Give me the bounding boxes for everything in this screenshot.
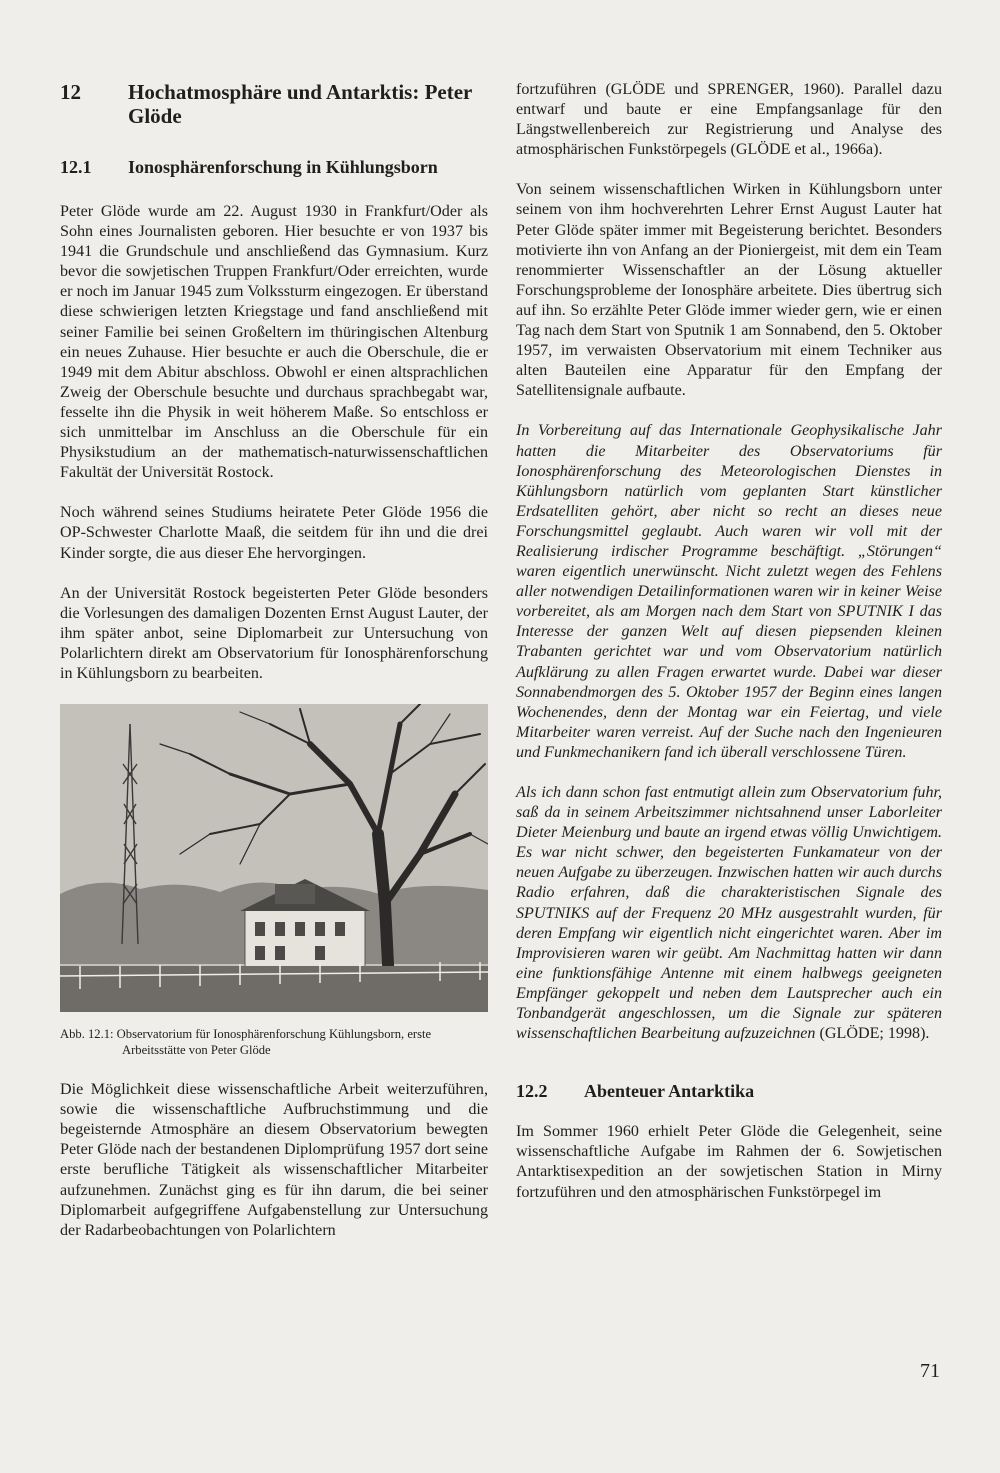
section-title: Abenteuer Antarktika (584, 1081, 755, 1102)
paragraph: Noch während seines Studiums heiratete Peter Glöde 1956 die OP-Schwester Charlotte Maaß, die seitdem für ihn und die drei Kinder sorgte, die aus dieser Ehe hervorgingen. (60, 504, 488, 562)
paragraph: Im Sommer 1960 erhielt Peter Glöde die Gelegenheit, seine wissenschaftliche Aufgabe im Rahmen der 6. Sowjetischen Antarktisexpedition an der sowjetischen Station in Mirny fortzuführen und den atmosphärischen Funkstörpegel im (516, 1123, 942, 1201)
quote-paragraph: In Vorbereitung auf das Internationale Geophysikalische Jahr hatten die Mitarbeiter des Observatoriums für Ionosphärenforschung des Meteorologischen Dienstes in Kühlungsborn natürlich vom geplanten Start künstlicher Erdsatelliten gehört, aber nicht so recht an dieses neue Forschungsmittel geglaubt. Auch waren wir voll mit der Realisierung irdischer Programme beschäftigt. „Störungen“ waren eigentlich unerwünscht. Nicht zuletzt wegen des Fehlens aller notwendigen Detailinformationen waren wir in keiner Weise vorbereitet, als am Morgen nach dem Start von SPUTNIK I das Interesse der ganzen Welt auf diesen piepsenden kleinen Trabanten gerichtet war und vom Observatorium natürlich Aufklärung zu allen Fragen erwartet wurde. Dabei war dieser Sonnabendmorgen des 5. Oktober 1957 der Beginn eines langen Wochenendes, denn der Montag war ein Feiertag, und viele Mitarbeiter waren verreist. Auf der Suche nach den Ingenieuren und Funkmechanikern fand ich überall verschlossene Türen. (516, 422, 942, 761)
paragraph: Von seinem wissenschaftlichen Wirken in Kühlungsborn unter seinem von ihm hochverehrten Lehrer Ernst August Lauter hat Peter Glöde später immer mit Begeisterung berichtet. Besonders motivierte ihn von Anfang an der Pioniergeist, mit dem ein Team renommierter Wissenschaftler an der Lösung aktueller Forschungsprobleme der Ionosphäre arbeitete. Dies übertrug sich auf ihn. So erzählte Peter Glöde immer wieder gern, wie er einen Tag nach dem Start von Sputnik 1 am Sonnabend, den 5. Oktober 1957, im verwaisten Observatorium mit einem Techniker aus alten Bauteilen eine Apparatur für den Empfang der Satellitensignale aufbaute. (516, 181, 942, 400)
section-heading-12-2 (516, 1080, 942, 1102)
chapter-heading (60, 80, 488, 128)
paragraph: Die Möglichkeit diese wissenschaftliche Arbeit weiterzuführen, sowie die wissenschaftliche Aufbruchstimmung und die begeisternde Atmosphäre an diesem Observatorium bewegten Peter Glöde nach der bestandenen Diplomprüfung 1957 dort seine erste berufliche Tätigkeit als wissenschaftlicher Mitarbeiter aufzunehmen. Zunächst ging es für ihn darum, die bei seiner Diplomarbeit aufgegriffene Aufgabenstellung zur Untersuchung der Radarbeobachtungen von Polarlichtern (60, 1081, 488, 1239)
section-title: Ionosphärenforschung in Kühlungsborn (128, 157, 438, 177)
paragraph: fortzuführen (GLÖDE und SPRENGER, 1960). Parallel dazu entwarf und baute er eine Empfangsanlage für den Längstwellenbereich zur Registrierung und Analyse des atmosphärischen Funkstörpegels (GLÖDE et al., 1966a). (516, 81, 942, 159)
section-number: 12.1 (60, 157, 92, 177)
section-heading-12-1 (60, 156, 488, 178)
quote-paragraph-with-citation (516, 783, 942, 1044)
chapter-title: Hochatmosphäre und Antarktis: Peter Glöde (128, 80, 472, 128)
quote-citation: (GLÖDE; 1998). (815, 1025, 930, 1043)
paragraph: Peter Glöde wurde am 22. August 1930 in Frankfurt/Oder als Sohn eines Journalisten geboren. Hier besuchte er von 1937 bis 1941 die Grundschule und anschließend das Gymnasium. Kurz bevor die sowjetischen Truppen Frankfurt/Oder erreichten, wurde er noch im Januar 1945 zum Volkssturm eingezogen. Er überstand diese schwierigen letzten Kriegstage und fand anschließend mit seiner Familie bei seinen Großeltern im thüringischen Altenburg ein neues Zuhause. Hier besuchte er auch die Oberschule, die er 1949 mit dem Abitur abschloss. Obwohl er einen altsprachlichen Zweig der Oberschule besuchte und durchaus sprachbegabt war, fesselte ihn die Physik in weit höherem Maße. So entschloss er sich unmittelbar im Anschluss an die Oberschule für ein Physikstudium an der mathematisch-naturwissenschaftlichen Fakultät der Universität Rostock. (60, 203, 488, 482)
page-number: 71 (920, 1360, 940, 1382)
chapter-number: 12 (60, 80, 81, 104)
quote-text: Als ich dann schon fast entmutigt allein zum Observatorium fuhr, saß da in seinem Arbeitszimmer nichtsahnend unser Laborleiter Dieter Meienburg und baute an irgend etwas völlig Unwichtigem. Es war nicht schwer, den begeisterten Funkamateur von der neuen Aufgabe zu überzeugen. Inzwischen hatten wir auch durchs Radio erfahren, daß die charakteristischen Signale des SPUTNIKS auf der Frequenz 20 MHz ausgestrahlt wurden, für deren Empfang wir eigentlich nicht eingerichtet waren. Aber im Improvisieren waren wir geübt. Am Nachmittag hatten wir dann eine funktionsfähige Antenne mit einem halbwegs geeigneten Empfänger gekoppelt und neben dem Lautsprecher auch ein Tonbandgerät angeschlossen, um die Signale zur späteren wissenschaftlichen Bearbeitung aufzuzeichnen (516, 784, 942, 1043)
figure-caption (60, 1026, 488, 1058)
caption-line-2: Arbeitsstätte von Peter Glöde (122, 1043, 271, 1058)
paragraph: An der Universität Rostock begeisterten Peter Glöde besonders die Vorlesungen des damaligen Dozenten Ernst August Lauter, der ihm später anbot, seine Diplomarbeit zur Untersuchung von Polarlichtern direkt am Observatorium für Ionosphärenforschung in Kühlungsborn zu bearbeiten. (60, 584, 488, 682)
section-number: 12.2 (516, 1081, 548, 1102)
left-column (60, 80, 488, 1261)
figure-12-1 (60, 704, 488, 1058)
caption-line-1: Abb. 12.1: Observatorium für Ionosphärenforschung Kühlungsborn, erste (60, 1027, 432, 1042)
observatory-photo (60, 704, 488, 1012)
right-column (516, 80, 942, 1223)
